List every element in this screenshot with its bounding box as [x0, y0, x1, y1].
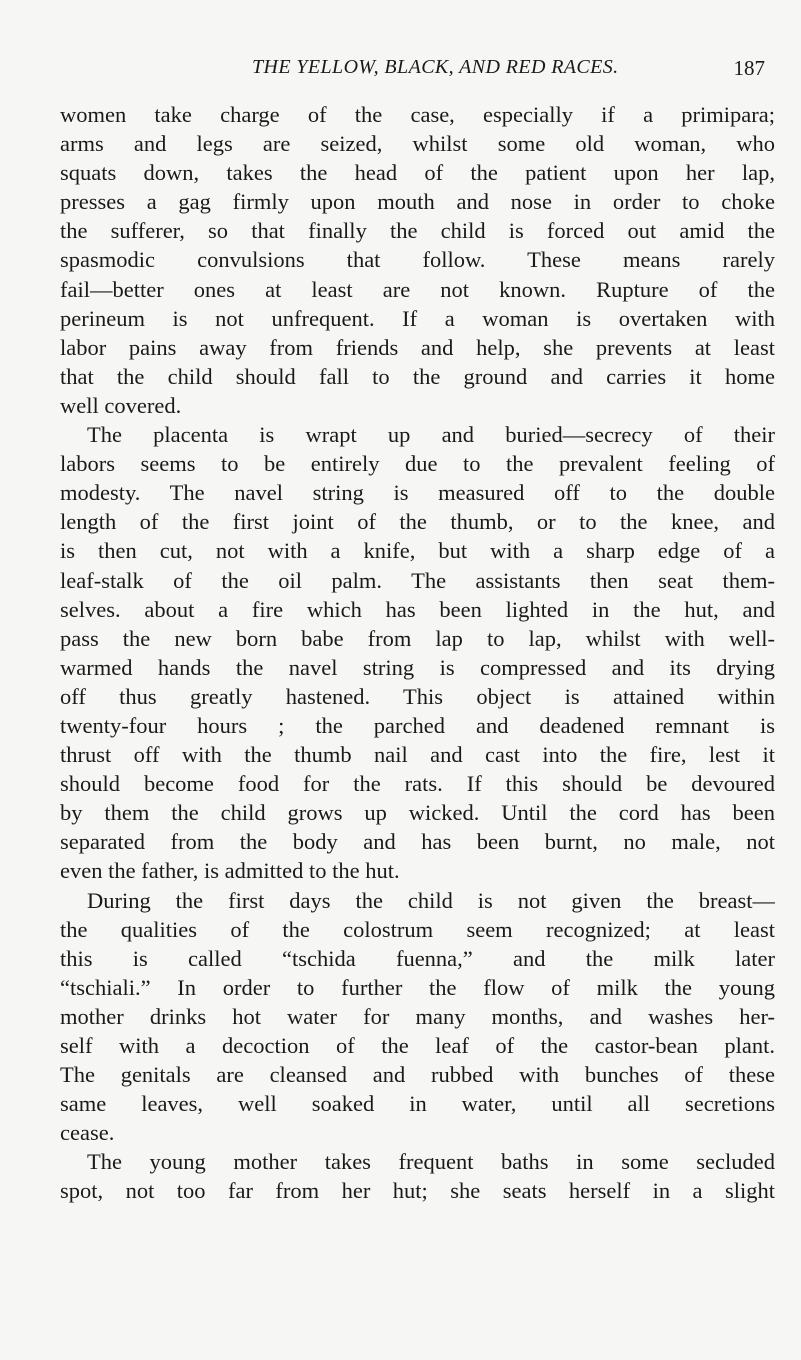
- text-line: spasmodic convulsions that follow. These means rarely: [60, 247, 775, 273]
- paragraph: [60, 886, 775, 1148]
- text-line: well covered.: [60, 392, 182, 418]
- text-line: perineum is not unfrequent. If a woman is overtaken with: [60, 305, 775, 331]
- running-head: [60, 52, 765, 86]
- text-line: The young mother takes frequent baths in some secluded: [87, 1149, 775, 1175]
- text-line: modesty. The navel string is measured off to the double: [60, 480, 775, 506]
- text-line: twenty-four hours ; the parched and deadened remnant is: [60, 712, 775, 738]
- text-line: same leaves, well soaked in water, until all secretions: [60, 1091, 775, 1117]
- text-line: The genitals are cleansed and rubbed with bunches of these: [60, 1062, 775, 1088]
- text-line: spot, not too far from her hut; she seats herself in a slight: [60, 1178, 775, 1204]
- text-line: squats down, takes the head of the patient upon her lap,: [60, 160, 775, 186]
- paragraph: [60, 100, 775, 420]
- text-line: length of the first joint of the thumb, or to the knee, and: [60, 509, 775, 535]
- running-title: THE YELLOW, BLACK, AND RED RACES.: [252, 56, 619, 78]
- text-line: the sufferer, so that finally the child is forced out amid the: [60, 218, 775, 244]
- text-line: off thus greatly hastened. This object is attained within: [60, 683, 775, 709]
- text-line: self with a decoction of the leaf of the castor-bean plant.: [60, 1033, 775, 1058]
- text-line: thrust off with the thumb nail and cast into the fire, lest it: [60, 742, 775, 768]
- text-line: “tschiali.” In order to further the flow of milk the young: [60, 974, 775, 1000]
- text-line: this is called “tschida fuenna,” and the milk later: [60, 945, 775, 971]
- text-line: selves. about a fire which has been lighted in the hut, and: [60, 596, 775, 622]
- text-line: should become food for the rats. If this should be devoured: [60, 771, 775, 797]
- text-line: labors seems to be entirely due to the prevalent feeling of: [60, 451, 775, 477]
- paragraph: [60, 1147, 775, 1205]
- text-line: arms and legs are seized, whilst some old woman, who: [60, 131, 775, 157]
- text-line: mother drinks hot water for many months, and washes her-: [60, 1003, 775, 1029]
- text-line: During the first days the child is not given the breast—: [87, 887, 775, 913]
- text-line: that the child should fall to the ground and carries it home: [60, 363, 775, 389]
- body-text: [60, 100, 775, 1206]
- text-line: women take charge of the case, especially if a primipara;: [60, 102, 775, 127]
- page-number: 187: [733, 56, 765, 80]
- text-line: the qualities of the colostrum seem recognized; at least: [60, 916, 775, 942]
- text-line: even the father, is admitted to the hut.: [60, 858, 400, 884]
- text-line: fail—better ones at least are not known. Rupture of the: [60, 276, 775, 302]
- text-line: warmed hands the navel string is compressed and its drying: [60, 654, 775, 680]
- text-line: is then cut, not with a knife, but with a sharp edge of a: [60, 538, 775, 564]
- text-line: cease.: [60, 1120, 115, 1146]
- text-line: by them the child grows up wicked. Until the cord has been: [60, 800, 775, 826]
- text-line: The placenta is wrapt up and buried—secrecy of their: [87, 422, 775, 448]
- text-line: presses a gag firmly upon mouth and nose in order to choke: [60, 189, 775, 215]
- text-line: labor pains away from friends and help, she prevents at least: [60, 334, 775, 360]
- paragraph: [60, 420, 775, 886]
- text-line: pass the new born babe from lap to lap, whilst with well-: [60, 625, 775, 651]
- text-line: leaf-stalk of the oil palm. The assistants then seat them-: [60, 567, 775, 593]
- text-line: separated from the body and has been burnt, no male, not: [60, 829, 775, 855]
